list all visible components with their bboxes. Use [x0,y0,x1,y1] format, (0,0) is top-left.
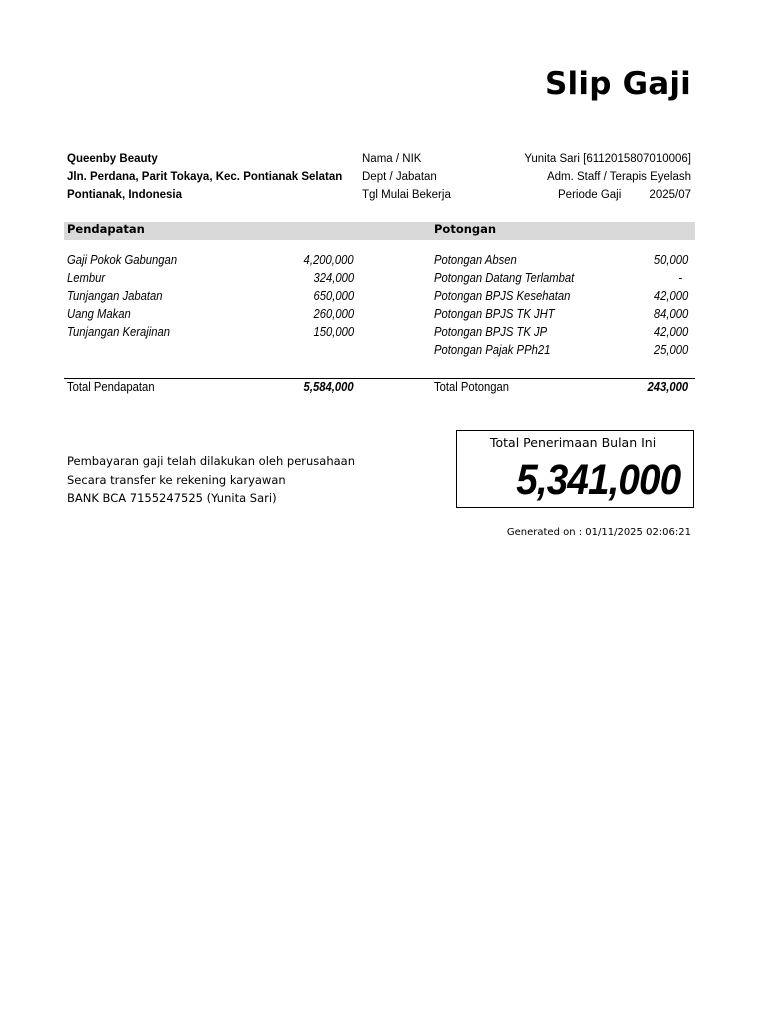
period-label: Periode Gaji [558,189,622,201]
earning-item-amount: 260,000 [313,307,354,321]
deduction-item-amount: 42,000 [653,325,688,339]
earning-item-label: Gaji Pokok Gabungan [67,253,178,267]
deduction-item-amount: 84,000 [653,307,688,321]
payment-note-line2: Secara transfer ke rekening karyawan [67,473,286,487]
totals-divider [64,378,695,379]
deduction-item-label: Potongan Datang Terlambat [434,271,575,285]
deduction-item-amount: 42,000 [653,289,688,303]
deduction-item-label: Potongan Absen [434,253,517,267]
earning-item-amount: 324,000 [313,271,354,285]
deduction-item-amount: 25,000 [653,343,688,357]
total-earnings-amount: 5,584,000 [303,380,354,394]
employee-name-label: Nama / NIK [362,153,422,165]
company-address-line1: Jln. Perdana, Parit Tokaya, Kec. Pontianak Selatan [67,171,343,183]
total-deductions-amount: 243,000 [647,380,688,394]
deduction-item-label: Potongan BPJS TK JHT [434,307,555,321]
deduction-item-label: Potongan Pajak PPh21 [434,343,551,357]
payment-note-line1: Pembayaran gaji telah dilakukan oleh perusahaan [67,454,356,468]
deduction-item-amount: 50,000 [653,253,688,267]
company-address-line2: Pontianak, Indonesia [67,189,183,201]
deductions-header: Potongan [434,222,497,236]
section-header-band [64,222,695,240]
earning-item-amount: 4,200,000 [303,253,354,267]
net-pay-label: Total Penerimaan Bulan Ini [490,435,657,450]
employee-dept-value: Adm. Staff / Terapis Eyelash [546,171,691,183]
employee-dept-label: Dept / Jabatan [362,171,437,183]
earnings-header: Pendapatan [67,222,145,236]
earning-item-label: Tunjangan Jabatan [67,289,163,303]
employee-name-value: Yunita Sari [6112015807010006] [524,153,691,165]
generated-timestamp: Generated on : 01/11/2025 02:06:21 [506,527,691,538]
total-earnings-label: Total Pendapatan [67,380,155,394]
net-pay-value: 5,341,000 [515,456,680,504]
earning-item-amount: 150,000 [313,325,354,339]
page-title: Slip Gaji [545,66,691,102]
total-deductions-label: Total Potongan [434,380,510,394]
earning-item-label: Lembur [67,271,106,285]
period-value: 2025/07 [649,189,691,201]
earning-item-label: Tunjangan Kerajinan [67,325,170,339]
earning-item-amount: 650,000 [313,289,354,303]
earning-item-label: Uang Makan [67,307,131,321]
company-name: Queenby Beauty [67,153,158,165]
payment-note-line3: BANK BCA 7155247525 (Yunita Sari) [67,491,277,505]
deduction-item-label: Potongan BPJS TK JP [434,325,548,339]
deduction-item-label: Potongan BPJS Kesehatan [434,289,571,303]
deduction-item-amount: - [678,271,682,285]
employee-start-label: Tgl Mulai Bekerja [362,189,451,201]
